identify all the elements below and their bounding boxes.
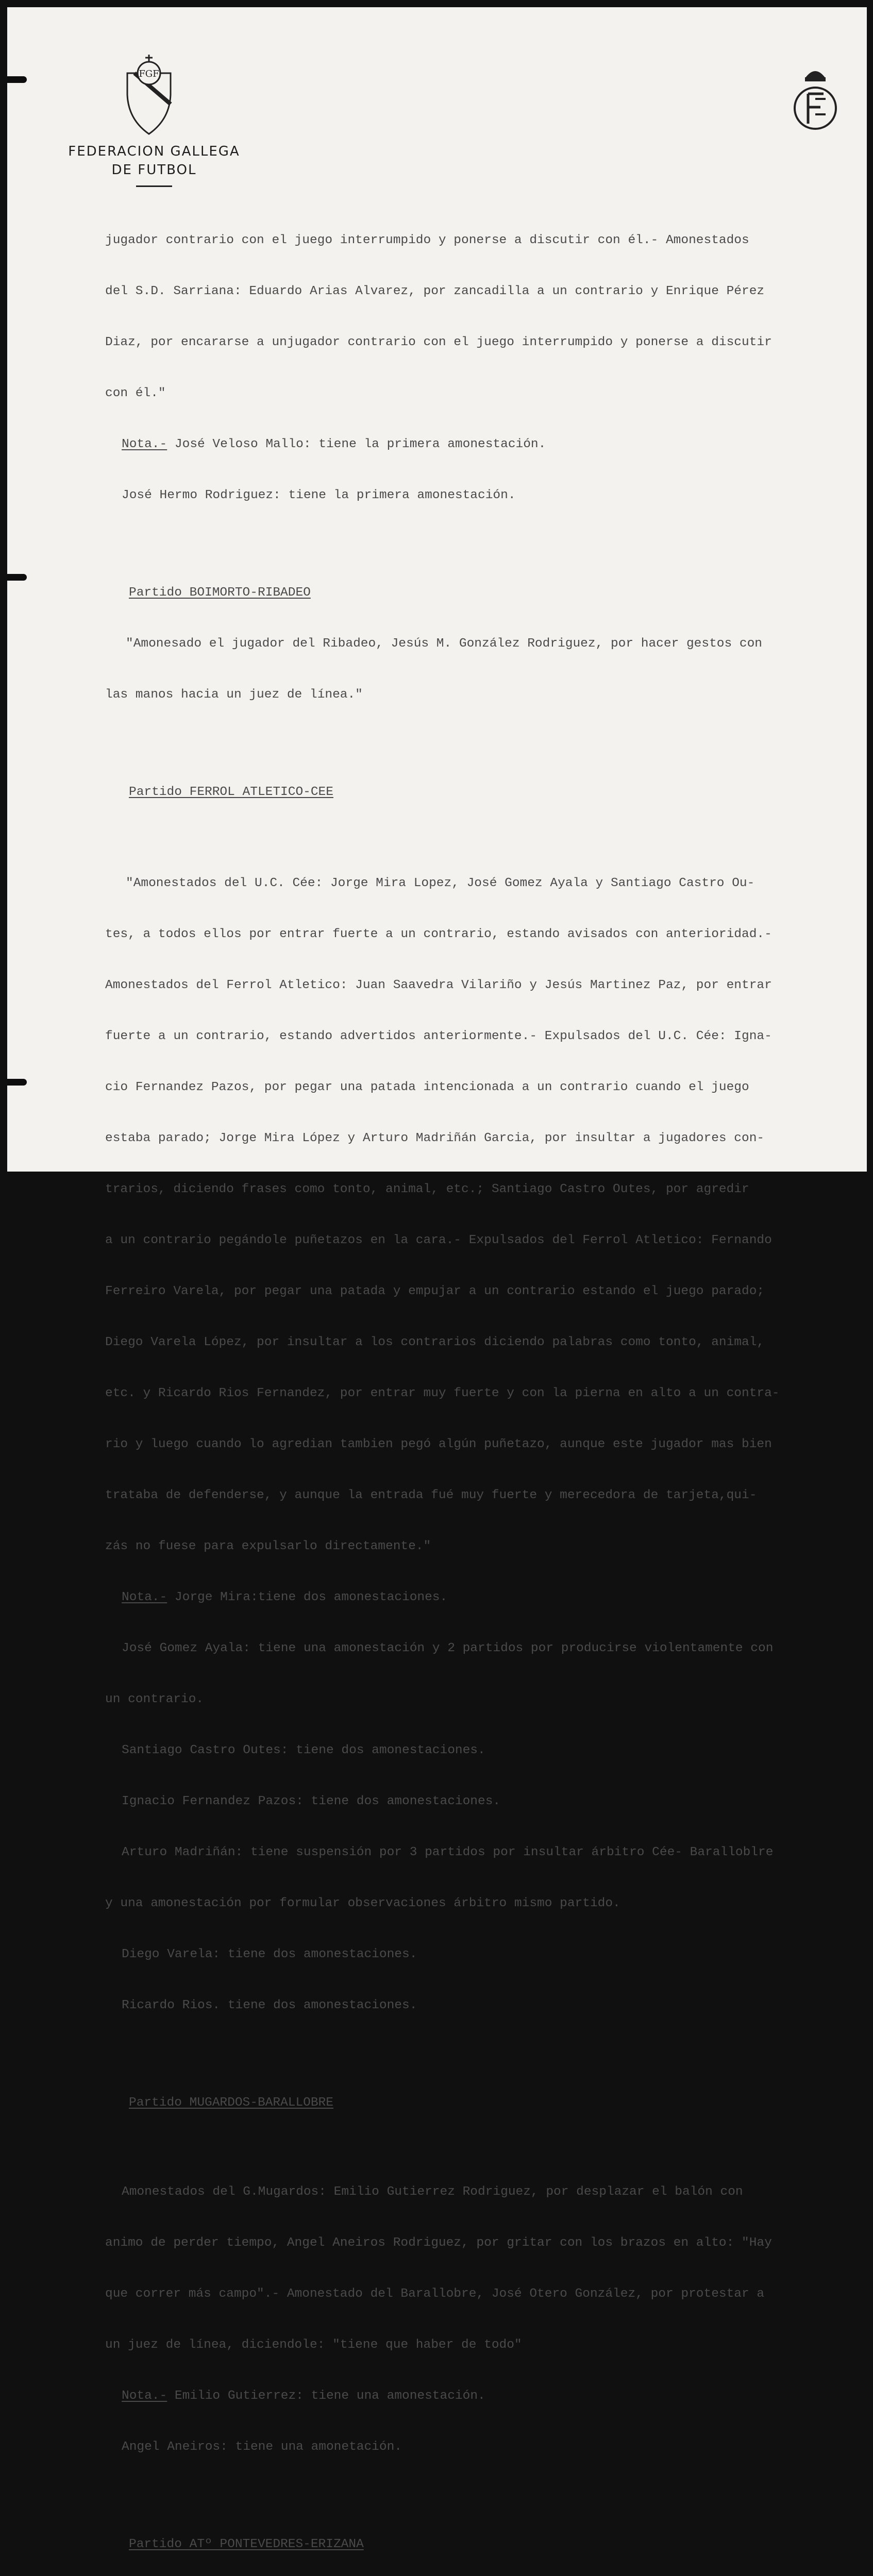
text-line: Amonestados del Ferrol Atletico: Juan Saavedra Vilariño y Jesús Martinez Paz, por entrar [105, 978, 772, 992]
header-divider [136, 185, 172, 187]
text-line: y una amonestación por formular observaciones árbitro mismo partido. [105, 1896, 620, 1910]
punch-hole-mark [7, 1079, 27, 1086]
match-heading [105, 584, 863, 601]
text-line: un juez de línea, diciendole: "tiene que haber de todo" [105, 2338, 522, 2352]
punch-hole-mark [7, 76, 27, 83]
federation-name [38, 142, 270, 179]
text-line: zás no fuese para expulsarlo directamente." [105, 1539, 431, 1553]
royal-spanish-federation-crest-icon [790, 63, 841, 135]
text-line: trataba de defenderse, y aunque la entrada fué muy fuerte y merecedora de tarjeta,qui- [105, 1488, 757, 1502]
text-line: José Gomez Ayala: tiene una amonestación y 2 partidos por producirse violentamente con [122, 1641, 774, 1655]
text-line: las manos hacia un juez de línea." [105, 688, 363, 702]
text-line: Ferreiro Varela, por pegar una patada y empujar a un contrario estando el juego parado; [105, 1284, 765, 1298]
match-heading [105, 784, 863, 801]
federation-name-line2: DE FUTBOL [111, 162, 197, 178]
match-heading-text: Partido FERROL ATLETICO-CEE [129, 785, 333, 799]
note-text: Emilio Gutierrez: tiene una amonestación. [167, 2389, 485, 2403]
note-line [105, 436, 863, 453]
federation-crest-icon [123, 53, 175, 135]
note-label: Nota.- [122, 2389, 167, 2403]
text-line: Ignacio Fernandez Pazos: tiene dos amonestaciones. [122, 1794, 501, 1808]
text-line: Diaz, por encararse a unjugador contrario con el juego interrumpido y ponerse a discutir [105, 335, 772, 349]
text-line: Angel Aneiros: tiene una amonetación. [122, 2440, 402, 2454]
note-text: Jorge Mira:tiene dos amonestaciones. [167, 1590, 448, 1604]
text-line: "Amonestados del U.C. Cée: Jorge Mira Lopez, José Gomez Ayala y Santiago Castro Ou- [126, 876, 755, 890]
text-line: rio y luego cuando lo agredian tambien pegó algún puñetazo, aunque este jugador mas bien [105, 1437, 772, 1451]
text-line: Santiago Castro Outes: tiene dos amonestaciones. [122, 1743, 485, 1757]
match-heading-text: Partido ATº PONTEVEDRES-ERIZANA [129, 2537, 364, 2551]
text-line: fuerte a un contrario, estando advertidos anteriormente.- Expulsados del U.C. Cée: Igna- [105, 1029, 772, 1043]
text-line: "Amonesado el jugador del Ribadeo, Jesús M. González Rodriguez, por hacer gestos con [126, 637, 763, 651]
text-line: Ricardo Rios. tiene dos amonestaciones. [122, 1998, 417, 2012]
punch-hole-mark [7, 574, 27, 581]
text-line: cio Fernandez Pazos, por pegar una patada intencionada a un contrario cuando el juego [105, 1080, 749, 1094]
text-line: Diego Varela: tiene dos amonestaciones. [122, 1947, 417, 1961]
text-line: José Hermo Rodriguez: tiene la primera amonestación. [122, 488, 516, 502]
match-heading [105, 2536, 863, 2553]
text-line: etc. y Ricardo Rios Fernandez, por entrar muy fuerte y con la pierna en alto a un contra- [105, 1386, 780, 1400]
note-label: Nota.- [122, 437, 167, 451]
match-heading [105, 2094, 863, 2111]
document-body [105, 198, 863, 2576]
text-line: con él." [105, 386, 166, 400]
text-line: estaba parado; Jorge Mira López y Arturo Madriñán Garcia, por insultar a jugadores con- [105, 1131, 765, 1145]
match-heading-text: Partido MUGARDOS-BARALLOBRE [129, 2096, 333, 2110]
text-line: un contrario. [105, 1692, 204, 1706]
text-line: trarios, diciendo frases como tonto, animal, etc.; Santiago Castro Outes, por agredir [105, 1182, 749, 1196]
text-line: tes, a todos ellos por entrar fuerte a un contrario, estando avisados con anterioridad.- [105, 927, 772, 941]
document-page [7, 7, 867, 2551]
svg-text:FGF: FGF [139, 69, 159, 79]
text-line: jugador contrario con el juego interrumpido y ponerse a discutir con él.- Amonestados [105, 233, 749, 247]
note-text: José Veloso Mallo: tiene la primera amonestación. [167, 437, 546, 451]
text-line: Arturo Madriñán: tiene suspensión por 3 partidos por insultar árbitro Cée- Baralloblre [122, 1845, 774, 1859]
text-line: animo de perder tiempo, Angel Aneiros Rodriguez, por gritar con los brazos en alto: "Hay [105, 2236, 772, 2250]
text-line: Amonestados del G.Mugardos: Emilio Gutierrez Rodriguez, por desplazar el balón con [122, 2185, 743, 2199]
text-line: Diego Varela López, por insultar a los contrarios diciendo palabras como tonto, animal, [105, 1335, 765, 1349]
text-line: a un contrario pegándole puñetazos en la cara.- Expulsados del Ferrol Atletico: Fernando [105, 1233, 772, 1247]
text-line: del S.D. Sarriana: Eduardo Arias Alvarez, por zancadilla a un contrario y Enrique Pérez [105, 284, 765, 298]
federation-name-line1: FEDERACION GALLEGA [68, 144, 240, 159]
note-label: Nota.- [122, 1590, 167, 1604]
note-line [105, 1589, 863, 1606]
text-line: que correr más campo".- Amonestado del Barallobre, José Otero González, por protestar a [105, 2287, 765, 2301]
note-line [105, 2387, 863, 2404]
match-heading-text: Partido BOIMORTO-RIBADEO [129, 586, 311, 600]
